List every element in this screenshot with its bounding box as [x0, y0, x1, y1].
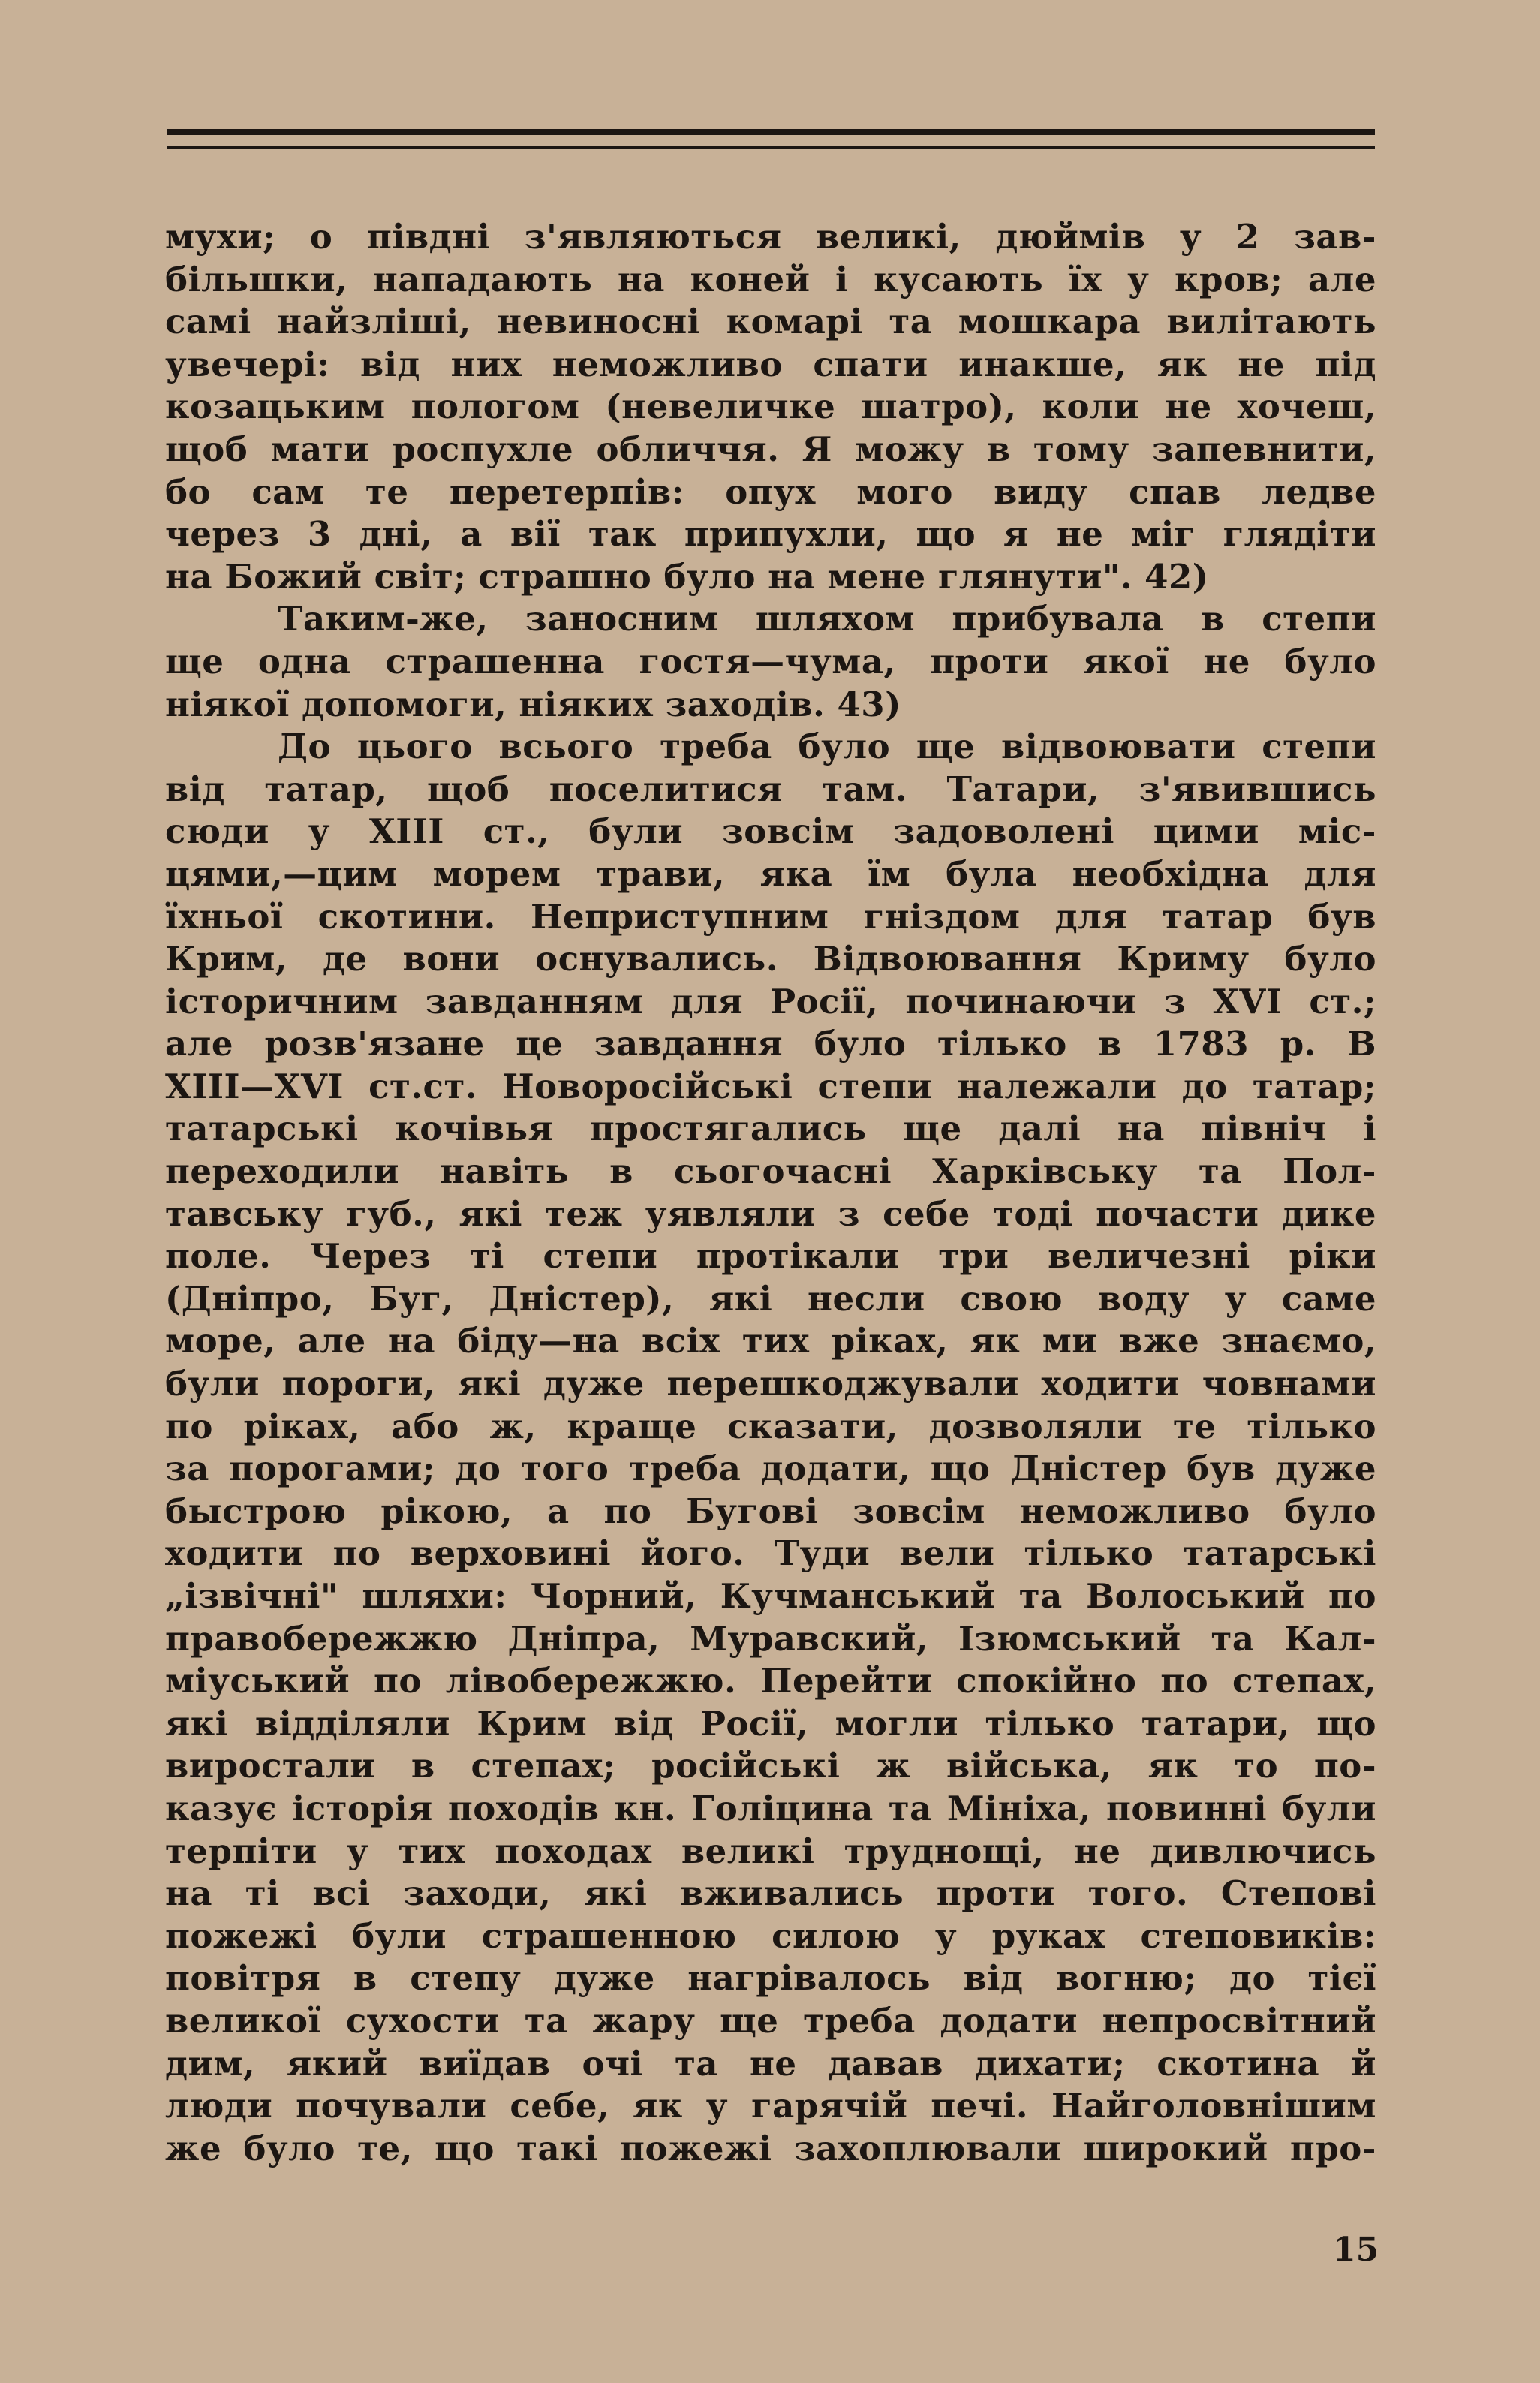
text-line: від татар, щоб поселитися там. Татари, з'явившись	[165, 769, 1376, 809]
text-line: дим, який виїдав очі та не давав дихати; скотина й	[165, 2043, 1376, 2084]
text-line: по ріках, або ж, краще сказати, дозволяли те тілько	[165, 1406, 1376, 1446]
text-line: Таким-же, заносним шляхом прибувала в степи	[278, 599, 1376, 639]
text-line: їхньої скотини. Неприступним гніздом для татар був	[165, 896, 1376, 937]
text-line: козацьким пологом (невеличке шатро), коли не хочеш,	[165, 387, 1376, 427]
text-line: море, але на біду—на всіх тих ріках, як ми вже знаємо,	[165, 1321, 1376, 1361]
text-line: переходили навіть в сьогочасні Харківську та Пол-	[165, 1151, 1376, 1192]
text-line: же було те, що такі пожежі захоплювали широкий про-	[165, 2128, 1376, 2168]
text-line: мухи; о півдні з'являються великі, дюймів у 2 зав-	[165, 217, 1376, 257]
text-line: ще одна страшенна гостя—чума, проти якої не було	[165, 641, 1376, 682]
text-line: Крим, де вони оснувались. Відвоювання Криму було	[165, 939, 1376, 979]
text-line: виростали в степах; російські ж військa, як то по-	[165, 1746, 1376, 1786]
text-line: більшки, нападають на коней і кусають їх у кров; але	[165, 259, 1376, 299]
text-line: ніякої допомоги, ніяких заходів. 43)	[165, 684, 901, 724]
body-text	[165, 216, 1376, 2170]
text-line: через 3 дні, а вії так припухли, що я не міг глядіти	[165, 514, 1376, 555]
text-line: бо сам те перетерпів: опух мого виду спав ледве	[165, 471, 1376, 512]
text-line: люди почували себе, як у гарячій печі. Найголовнішим	[165, 2086, 1376, 2126]
text-line: ходити по верховині його. Туди вели тілько татарські	[165, 1533, 1376, 1574]
header-rule-thick	[167, 129, 1375, 135]
text-line: за порогами; до того треба додати, що Дністер був дуже	[165, 1449, 1376, 1489]
text-line: великої сухости та жару ще треба додати непросвітний	[165, 2000, 1376, 2041]
text-line: XIII—XVI ст.ст. Новоросійські степи належали до татар;	[165, 1066, 1376, 1106]
text-line: на ті всі заходи, які вживались проти того. Степові	[165, 1873, 1376, 1914]
page-number: 15	[1333, 2231, 1379, 2269]
text-line: увечері: від них неможливо спати инакше, як не під	[165, 344, 1376, 384]
text-line: але розв'язане це завдання було тілько в 1783 р. В	[165, 1024, 1376, 1064]
text-line: „ізвічні" шляхи: Чорний, Кучманський та Волоський по	[165, 1576, 1376, 1616]
header-rule-thin	[167, 146, 1375, 149]
text-line: татарські кочівья простягались ще далі на північ і	[165, 1109, 1376, 1149]
text-line: повітря в степу дуже нагрівалось від вогню; до тієї	[165, 1958, 1376, 1999]
text-line: самі найзліші, невиносні комарі та мошкара вилітають	[165, 302, 1376, 342]
text-line: До цього всього треба було ще відвоювати степи	[278, 727, 1376, 767]
text-line: быстрою рікою, а по Бугові зовсім неможливо було	[165, 1491, 1376, 1531]
text-line: цями,—цим морем трави, яка їм була необхідна для	[165, 853, 1376, 894]
text-line: міуський по лівобережжю. Перейти спокійно по степах,	[165, 1661, 1376, 1701]
text-line: терпіти у тих походах великі труднощі, не дивлючись	[165, 1831, 1376, 1871]
text-line: тавську губ., які теж уявляли з себе тоді почасти дике	[165, 1193, 1376, 1234]
text-line: історичним завданням для Росії, починаючи з XVI ст.;	[165, 981, 1376, 1022]
text-line: казує історія походів кн. Голіцина та Мініха, повинні були	[165, 1788, 1376, 1828]
text-line: (Дніпро, Буг, Дністер), які несли свою воду у саме	[165, 1278, 1376, 1319]
text-line: пожежі були страшенною силою у руках степовиків:	[165, 1915, 1376, 1956]
text-line: щоб мати роспухле обличчя. Я можу в тому запевнити,	[165, 429, 1376, 469]
text-line: які відділяли Крим від Росії, могли тілько татари, що	[165, 1703, 1376, 1744]
text-line: правобережжю Дніпра, Муравский, Ізюмський та Кал-	[165, 1618, 1376, 1659]
text-line: сюди у XIII ст., були зовсім задоволені цими міс-	[165, 811, 1376, 852]
text-line: поле. Через ті степи протікали три величезні ріки	[165, 1236, 1376, 1277]
text-line: були пороги, які дуже перешкоджували ходити човнами	[165, 1364, 1376, 1404]
text-line: на Божий світ; страшно було на мене глянути". 42)	[165, 556, 1209, 597]
